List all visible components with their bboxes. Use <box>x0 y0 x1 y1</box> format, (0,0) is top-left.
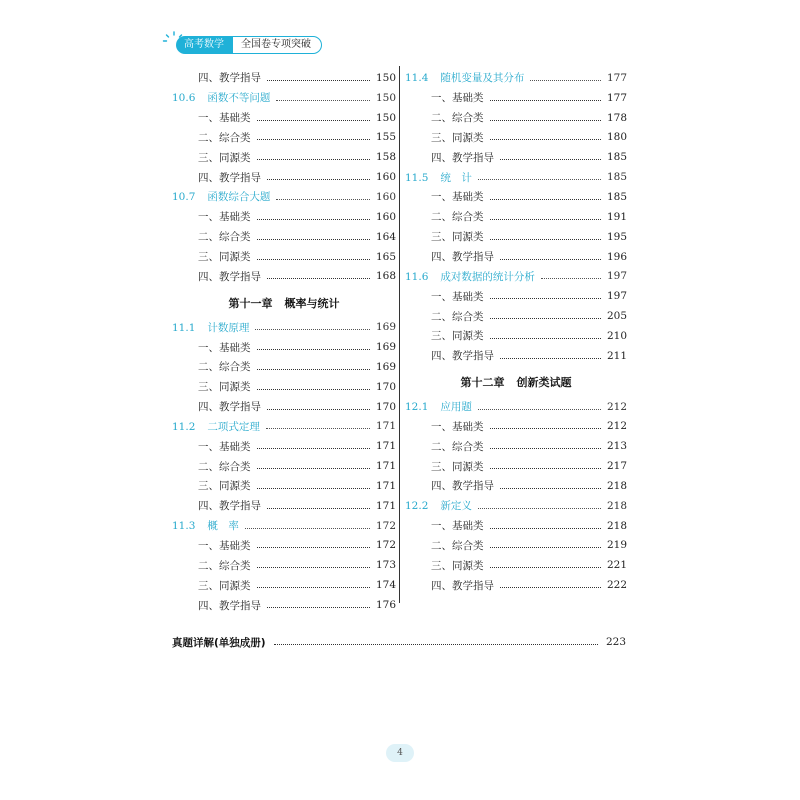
toc-entry-label: 三、同源类 <box>198 151 251 164</box>
section-number: 11.5 <box>405 171 429 184</box>
leader-dots <box>276 99 370 101</box>
toc-entry-page: 155 <box>375 131 396 144</box>
toc-subsection-entry[interactable] <box>172 147 396 167</box>
toc-section-entry[interactable] <box>172 516 396 536</box>
section-number: 11.2 <box>172 420 196 433</box>
leader-dots <box>490 527 601 529</box>
toc-entry-page: 160 <box>375 210 396 223</box>
leader-dots <box>257 467 370 469</box>
toc-entry-page: 173 <box>375 559 396 572</box>
toc-entry-page: 169 <box>375 360 396 373</box>
toc-entry-label: 真题详解(单独成册) <box>172 636 266 649</box>
toc-entry-label: 一、基础类 <box>198 440 251 453</box>
chapter-number: 第十一章 <box>228 296 273 310</box>
toc-entry-label: 一、基础类 <box>431 191 484 204</box>
leader-dots <box>257 138 370 140</box>
toc-entry-page: 150 <box>375 111 396 124</box>
toc-entry-label: 二、综合类 <box>198 231 251 244</box>
toc-entry-page: 171 <box>375 420 396 433</box>
leader-dots <box>257 119 370 121</box>
toc-entry-label: 四、教学指导 <box>198 599 261 612</box>
toc-subsection-entry[interactable] <box>405 187 627 207</box>
toc-entry-label: 四、教学指导 <box>431 251 494 264</box>
toc-entry-label: 一、基础类 <box>431 290 484 303</box>
toc-entry-page: 222 <box>606 579 627 592</box>
page-number: 4 <box>386 744 414 762</box>
toc-entry-label: 四、教学指导 <box>198 500 261 513</box>
toc-entry-label: 三、同源类 <box>198 381 251 394</box>
toc-entry-label <box>405 170 472 185</box>
leader-dots <box>490 238 601 240</box>
leader-dots <box>257 368 370 370</box>
toc-entry-label: 三、同源类 <box>431 559 484 572</box>
header-badge-subject: 高考数学 <box>176 36 232 54</box>
toc-entry-label <box>405 70 524 85</box>
toc-entry-page: 197 <box>606 290 627 303</box>
toc-entry-page: 219 <box>606 539 627 552</box>
leader-dots <box>490 99 601 101</box>
toc-subsection-entry[interactable] <box>172 128 396 148</box>
toc-subsection-entry[interactable] <box>172 377 396 397</box>
leader-dots <box>255 328 370 330</box>
section-number: 11.6 <box>405 270 429 283</box>
leader-dots <box>267 277 370 279</box>
leader-dots <box>490 317 601 319</box>
toc-entry-answers[interactable] <box>172 633 626 651</box>
toc-entry-label: 三、同源类 <box>431 330 484 343</box>
header-badge-series: 全国卷专项突破 <box>232 36 322 54</box>
toc-entry-page: 195 <box>606 230 627 243</box>
section-number: 12.1 <box>405 401 429 414</box>
toc-entry-label: 四、教学指导 <box>431 480 494 493</box>
toc-entry-page: 170 <box>375 400 396 413</box>
toc-entry-label: 二、综合类 <box>431 112 484 125</box>
leader-dots <box>490 467 601 469</box>
section-title: 应用题 <box>440 401 472 414</box>
toc-entry-page: 196 <box>606 250 627 263</box>
toc-subsection-entry[interactable] <box>405 436 627 456</box>
toc-subsection-entry[interactable] <box>405 306 627 326</box>
toc-subsection-entry[interactable] <box>405 555 627 575</box>
section-title: 函数综合大题 <box>207 191 271 204</box>
toc-entry-page: 170 <box>375 380 396 393</box>
toc-entry-page: 169 <box>375 321 396 334</box>
toc-entry-page: 185 <box>606 151 627 164</box>
toc-entry-page: 217 <box>606 460 627 473</box>
toc-subsection-entry[interactable] <box>172 167 396 187</box>
toc-subsection-entry[interactable] <box>405 128 627 148</box>
toc-entry-page: 177 <box>606 91 627 104</box>
leader-dots <box>490 119 601 121</box>
section-title: 随机变量及其分布 <box>440 72 525 85</box>
toc-entry-page: 171 <box>375 460 396 473</box>
toc-subsection-entry[interactable] <box>405 476 627 496</box>
toc-subsection-entry[interactable] <box>172 207 396 227</box>
toc-entry-page: 165 <box>375 250 396 263</box>
section-number: 11.3 <box>172 520 196 533</box>
toc-subsection-entry[interactable] <box>405 286 627 306</box>
chapter-title: 概率与统计 <box>284 296 340 310</box>
leader-dots <box>267 507 370 509</box>
toc-entry-page: 172 <box>375 539 396 552</box>
toc-entry-page: 210 <box>606 329 627 342</box>
toc-entry-label: 四、教学指导 <box>431 151 494 164</box>
leader-dots <box>267 79 370 81</box>
toc-entry-page: 205 <box>606 310 627 323</box>
leader-dots <box>490 218 601 220</box>
toc-entry-label <box>405 269 535 284</box>
toc-entry-page: 191 <box>606 210 627 223</box>
toc-entry-page: 174 <box>375 579 396 592</box>
leader-dots <box>490 337 601 339</box>
leader-dots <box>266 427 370 429</box>
toc-entry-label: 一、基础类 <box>431 92 484 105</box>
toc-entry-page: 218 <box>606 479 627 492</box>
toc-subsection-entry[interactable] <box>405 108 627 128</box>
toc-entry-page: 160 <box>375 171 396 184</box>
toc-entry-page: 218 <box>606 519 627 532</box>
toc-subsection-entry[interactable] <box>405 456 627 476</box>
toc-entry-page: 158 <box>375 151 396 164</box>
leader-dots <box>490 447 601 449</box>
toc-entry-page: 164 <box>375 230 396 243</box>
toc-subsection-entry[interactable] <box>405 227 627 247</box>
toc-subsection-entry[interactable] <box>405 207 627 227</box>
toc-subsection-entry[interactable] <box>405 575 627 595</box>
toc-entry-label: 一、基础类 <box>198 341 251 354</box>
toc-entry-page: 150 <box>375 91 396 104</box>
toc-entry-label: 四、教学指导 <box>431 350 494 363</box>
section-title: 函数不等问题 <box>207 92 271 105</box>
leader-dots <box>478 408 601 410</box>
toc-entry-page: 168 <box>375 270 396 283</box>
toc-entry-label: 三、同源类 <box>431 231 484 244</box>
toc-entry-label: 二、综合类 <box>198 361 251 374</box>
toc-subsection-entry[interactable] <box>172 357 396 377</box>
toc-subsection-entry[interactable] <box>172 456 396 476</box>
toc-entry-page: 171 <box>375 440 396 453</box>
leader-dots <box>257 218 370 220</box>
toc-subsection-entry[interactable] <box>405 88 627 108</box>
leader-dots <box>490 297 601 299</box>
toc-entry-label: 三、同源类 <box>198 251 251 264</box>
toc-subsection-entry[interactable] <box>172 108 396 128</box>
section-number: 12.2 <box>405 500 429 513</box>
toc-entry-page: 176 <box>375 599 396 612</box>
section-number: 10.7 <box>172 191 196 204</box>
leader-dots <box>257 158 370 160</box>
toc-entry-page: 178 <box>606 111 627 124</box>
leader-dots <box>274 644 598 645</box>
section-number: 11.1 <box>172 321 196 334</box>
leader-dots <box>530 79 601 81</box>
leader-dots <box>276 198 370 200</box>
leader-dots <box>500 258 601 260</box>
toc-section-entry[interactable] <box>405 496 627 516</box>
toc-section-entry[interactable] <box>405 397 627 417</box>
toc-entry-label: 四、教学指导 <box>198 270 261 283</box>
toc-entry-label: 四、教学指导 <box>198 401 261 414</box>
toc-subsection-entry[interactable] <box>172 436 396 456</box>
section-number: 10.6 <box>172 92 196 105</box>
toc-entry-page: 172 <box>375 519 396 532</box>
leader-dots <box>490 198 601 200</box>
toc-section-entry[interactable] <box>405 68 627 88</box>
toc-entry-label <box>405 498 472 513</box>
toc-entry-page: 212 <box>606 400 627 413</box>
leader-dots <box>500 487 601 489</box>
toc-entry-label: 三、同源类 <box>431 460 484 473</box>
toc-entry-page: 150 <box>375 71 396 84</box>
leader-dots <box>267 178 370 180</box>
leader-dots <box>257 487 370 489</box>
toc-subsection-entry[interactable] <box>172 536 396 556</box>
toc-entry-label <box>172 189 270 204</box>
leader-dots <box>490 546 601 548</box>
toc-section-entry[interactable] <box>172 417 396 437</box>
section-title: 成对数据的统计分析 <box>440 270 535 283</box>
toc-entry-page: 160 <box>375 190 396 203</box>
toc-entry-label: 三、同源类 <box>431 131 484 144</box>
toc-entry-label: 三、同源类 <box>198 480 251 493</box>
leader-dots <box>478 507 601 509</box>
toc-entry-label <box>172 320 249 335</box>
toc-entry-page: 185 <box>606 190 627 203</box>
toc-entry-label: 二、综合类 <box>431 539 484 552</box>
toc-subsection-entry[interactable] <box>172 68 396 88</box>
toc-subsection-entry[interactable] <box>405 247 627 267</box>
toc-entry-label: 二、综合类 <box>198 131 251 144</box>
column-divider <box>399 66 400 603</box>
toc-entry-page: 171 <box>375 499 396 512</box>
toc-subsection-entry[interactable] <box>405 536 627 556</box>
page-header <box>162 30 582 56</box>
toc-entry-page: 212 <box>606 420 627 433</box>
leader-dots <box>490 138 601 140</box>
toc-entry-label: 一、基础类 <box>431 520 484 533</box>
chapter-number: 第十二章 <box>460 376 505 390</box>
toc-section-entry[interactable] <box>172 317 396 337</box>
leader-dots <box>490 566 601 568</box>
leader-dots <box>267 606 370 608</box>
toc-entry-label: 四、教学指导 <box>198 171 261 184</box>
chapter-heading <box>405 370 627 395</box>
toc-entry-label: 四、教学指导 <box>198 72 261 85</box>
leader-dots <box>257 238 370 240</box>
toc-entry-page: 180 <box>606 131 627 144</box>
toc-right-column <box>405 68 627 595</box>
toc-subsection-entry[interactable] <box>405 326 627 346</box>
leader-dots <box>257 447 370 449</box>
leader-dots <box>541 277 601 279</box>
leader-dots <box>257 566 370 568</box>
leader-dots <box>257 388 370 390</box>
leader-dots <box>257 348 370 350</box>
toc-entry-page: 218 <box>606 499 627 512</box>
leader-dots <box>257 546 370 548</box>
toc-subsection-entry[interactable] <box>172 266 396 286</box>
toc-entry-label <box>405 399 472 414</box>
section-title: 二项式定理 <box>207 420 260 433</box>
toc-section-entry[interactable] <box>172 187 396 207</box>
toc-subsection-entry[interactable] <box>405 516 627 536</box>
leader-dots <box>267 408 370 410</box>
toc-subsection-entry[interactable] <box>405 417 627 437</box>
toc-subsection-entry[interactable] <box>172 227 396 247</box>
toc-subsection-entry[interactable] <box>405 147 627 167</box>
section-title: 概 率 <box>207 520 239 533</box>
section-title: 统 计 <box>440 171 472 184</box>
toc-subsection-entry[interactable] <box>172 247 396 267</box>
leader-dots <box>490 427 601 429</box>
toc-entry-page: 197 <box>606 270 627 283</box>
toc-entry-label <box>172 90 270 105</box>
toc-entry-label: 二、综合类 <box>431 211 484 224</box>
toc-subsection-entry[interactable] <box>172 555 396 575</box>
toc-entry-page: 221 <box>606 559 627 572</box>
toc-entry-page: 213 <box>606 440 627 453</box>
toc-section-entry[interactable] <box>172 88 396 108</box>
toc-entry-label: 二、综合类 <box>198 460 251 473</box>
toc-entry-label <box>172 518 239 533</box>
toc-subsection-entry[interactable] <box>172 337 396 357</box>
chapter-heading <box>172 290 396 315</box>
leader-dots <box>257 258 370 260</box>
toc-entry-page: 185 <box>606 171 627 184</box>
section-title: 新定义 <box>440 500 472 513</box>
toc-entry-label: 一、基础类 <box>198 112 251 125</box>
toc-entry-page: 223 <box>605 636 626 648</box>
section-number: 11.4 <box>405 72 429 85</box>
toc-entry-label: 二、综合类 <box>198 559 251 572</box>
toc-entry-label: 四、教学指导 <box>431 579 494 592</box>
leader-dots <box>245 527 370 529</box>
toc-subsection-entry[interactable] <box>405 346 627 366</box>
toc-subsection-entry[interactable] <box>172 476 396 496</box>
toc-entry-label: 二、综合类 <box>431 440 484 453</box>
toc-entry-label <box>172 419 260 434</box>
toc-entry-label: 三、同源类 <box>198 579 251 592</box>
toc-left-column <box>172 68 396 615</box>
toc-entry-page: 169 <box>375 341 396 354</box>
toc-entry-page: 211 <box>606 349 627 362</box>
toc-section-entry[interactable] <box>405 266 627 286</box>
chapter-title: 创新类试题 <box>516 376 572 390</box>
toc-entry-label: 一、基础类 <box>431 420 484 433</box>
toc-subsection-entry[interactable] <box>172 397 396 417</box>
leader-dots <box>478 178 601 180</box>
leader-dots <box>500 357 601 359</box>
toc-subsection-entry[interactable] <box>172 595 396 615</box>
toc-section-entry[interactable] <box>405 167 627 187</box>
toc-entry-label: 二、综合类 <box>431 310 484 323</box>
toc-entry-page: 171 <box>375 479 396 492</box>
section-title: 计数原理 <box>207 321 250 334</box>
leader-dots <box>257 586 370 588</box>
leader-dots <box>500 158 601 160</box>
toc-entry-label: 一、基础类 <box>198 211 251 224</box>
toc-entry-page: 177 <box>606 71 627 84</box>
toc-subsection-entry[interactable] <box>172 575 396 595</box>
leader-dots <box>500 586 601 588</box>
toc-entry-label: 一、基础类 <box>198 539 251 552</box>
toc-subsection-entry[interactable] <box>172 496 396 516</box>
